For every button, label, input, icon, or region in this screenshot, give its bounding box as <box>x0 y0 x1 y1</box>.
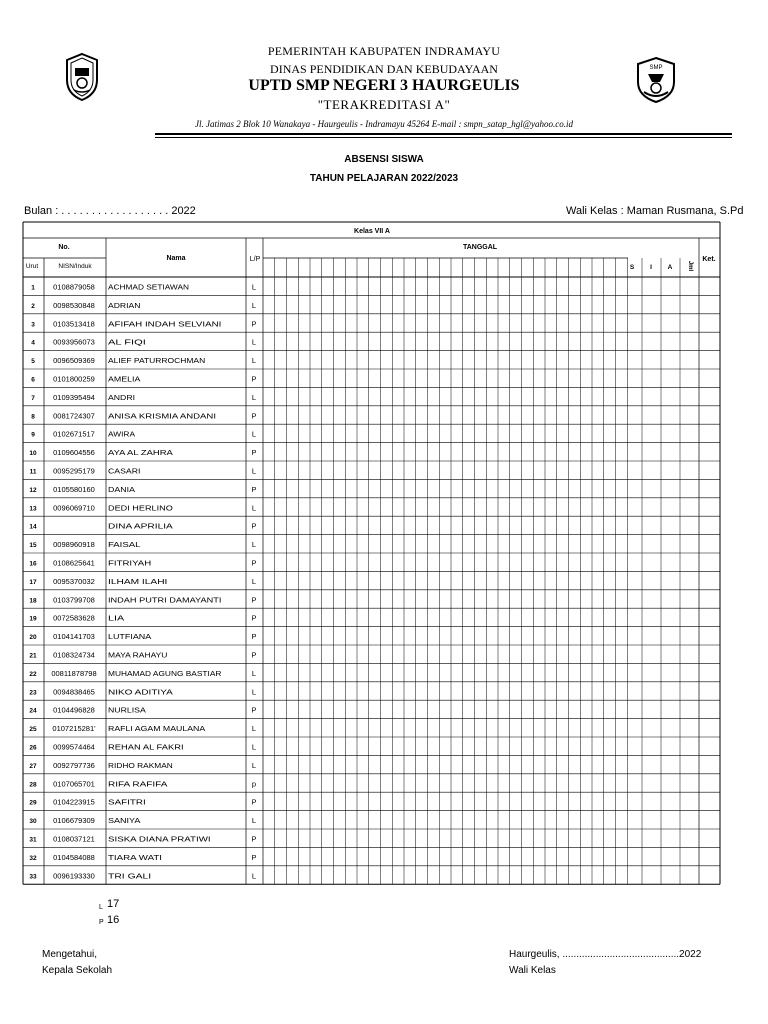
table-row <box>29 816 256 825</box>
row-lp: L <box>251 282 257 292</box>
row-urut: 17 <box>29 578 37 586</box>
row-lp: L <box>251 576 257 586</box>
row-urut: 26 <box>29 744 37 752</box>
table-row <box>29 632 256 641</box>
table-row <box>29 706 256 715</box>
row-urut: 6 <box>31 376 35 384</box>
row-nama: AFIFAH INDAH SELVIANI <box>108 321 222 329</box>
table-row <box>29 522 256 531</box>
row-nisn: 0104584088 <box>53 852 95 862</box>
header-lp: L/P <box>249 256 261 263</box>
row-urut: 10 <box>29 450 37 458</box>
row-nisn: 0094838465 <box>53 687 95 697</box>
row-lp: P <box>251 650 257 660</box>
row-lp: P <box>251 852 257 862</box>
row-nisn: 0107215281' <box>52 724 96 734</box>
table-row <box>29 559 256 568</box>
table-row <box>29 448 256 457</box>
row-urut: 16 <box>29 560 37 568</box>
table-body <box>29 283 256 881</box>
row-nama: SANIYA <box>108 818 141 826</box>
male-label: L <box>99 904 103 911</box>
row-urut: 33 <box>29 873 37 881</box>
row-urut: 24 <box>29 707 37 715</box>
row-nama: FITRIYAH <box>108 560 152 568</box>
row-nisn: 0099574464 <box>53 742 95 752</box>
row-urut: 3 <box>31 321 35 329</box>
government-name: PEMERINTAH KABUPATEN INDRAMAYU <box>267 44 501 58</box>
table-row <box>31 430 256 439</box>
row-urut: 13 <box>29 505 37 513</box>
row-lp: P <box>251 558 257 568</box>
row-nisn: 0081724307 <box>53 411 95 421</box>
row-nama: TIARA WATI <box>108 854 163 862</box>
row-nisn: 0108879058 <box>53 282 95 292</box>
header-urut: Urut <box>25 263 39 270</box>
row-nama: DEDI HERLINO <box>108 505 174 513</box>
row-nama: FAISAL <box>108 542 141 550</box>
month-field: Bulan : . . . . . . . . . . . . . . . . . . 2022 <box>24 205 196 217</box>
row-nama: AL FIQI <box>108 339 146 347</box>
table-row <box>29 669 256 678</box>
row-lp: L <box>251 687 257 697</box>
row-urut: 20 <box>29 634 37 642</box>
row-nisn: 0096069710 <box>53 503 95 513</box>
row-lp: P <box>251 705 257 715</box>
row-nama: NIKO ADITIYA <box>108 689 174 697</box>
table-row <box>29 871 256 880</box>
row-urut: 8 <box>31 413 35 421</box>
row-nama: DANIA <box>108 486 136 494</box>
table-row <box>31 338 256 347</box>
table-row <box>31 283 256 292</box>
header-i: I <box>650 264 652 271</box>
row-nisn: 0092797736 <box>53 760 95 770</box>
row-nisn: 0098960918 <box>53 540 95 550</box>
row-nama: LUTFIANA <box>108 634 152 642</box>
academic-year: TAHUN PELAJARAN 2022/2023 <box>309 173 459 184</box>
row-lp: P <box>251 834 257 844</box>
row-nama: RAFLI AGAM MAULANA <box>108 726 206 734</box>
row-nisn: 0108324734 <box>53 650 95 660</box>
row-urut: 5 <box>31 358 35 366</box>
row-nama: ACHMAD SETIAWAN <box>108 284 189 292</box>
header-s: S <box>629 264 635 271</box>
row-urut: 18 <box>29 597 37 605</box>
row-nama: SISKA DIANA PRATIWI <box>108 836 211 844</box>
row-nisn: 0101800259 <box>53 374 95 384</box>
accreditation: "TERAKREDITASI A" <box>317 97 451 112</box>
row-nama: REHAN AL FAKRI <box>108 744 184 752</box>
table-row <box>29 485 256 494</box>
table-row <box>29 779 256 788</box>
row-lp: L <box>251 429 257 439</box>
school-name: UPTD SMP NEGERI 3 HAURGEULIS <box>248 77 520 94</box>
principal-label: Kepala Sekolah <box>42 965 113 976</box>
table-row <box>30 467 257 476</box>
row-nama: RIDHO RAKMAN <box>108 762 173 770</box>
male-count: 17 <box>107 898 120 910</box>
class-label: Kelas VII A <box>354 228 390 235</box>
row-nama: AYA AL ZAHRA <box>108 450 174 458</box>
header-ket: Ket. <box>702 256 716 263</box>
row-lp: P <box>251 797 257 807</box>
row-lp: P <box>251 521 257 531</box>
row-lp: L <box>251 816 257 826</box>
table-row <box>31 356 256 365</box>
row-nama: SAFITRI <box>108 799 146 807</box>
table-row <box>29 577 256 586</box>
row-nama: ALIEF PATURROCHMAN <box>108 358 206 366</box>
row-lp: L <box>251 466 257 476</box>
table-row <box>29 761 256 770</box>
row-urut: 25 <box>29 726 37 734</box>
table-row <box>29 540 256 549</box>
row-urut: 7 <box>31 394 35 402</box>
row-nisn: 00811878798 <box>51 668 97 678</box>
table-row <box>29 835 256 844</box>
school-address: Jl. Jatimas 2 Blok 10 Wanakaya - Haurgeulis - Indramayu 45264 E-mail : smpn_satap_hgl@yahoo.co.id <box>194 119 574 129</box>
row-nisn: 0105580160 <box>53 484 95 494</box>
row-nisn: 0096193330 <box>53 871 95 881</box>
row-urut: 12 <box>29 486 37 494</box>
table-row <box>29 687 256 696</box>
school-logo-text: SMP <box>649 65 663 71</box>
header-nisn: NISN/Induk <box>58 263 92 270</box>
row-lp: P <box>251 448 257 458</box>
table-row <box>31 411 256 420</box>
row-urut: 29 <box>29 799 37 807</box>
row-urut: 23 <box>29 689 37 697</box>
row-lp: p <box>251 779 257 789</box>
document-title: ABSENSI SISWA <box>344 154 424 165</box>
row-urut: 11 <box>29 468 37 476</box>
row-nisn: 0096509369 <box>53 356 95 366</box>
row-nama: MAYA RAHAYU <box>108 652 168 660</box>
row-lp: L <box>251 760 257 770</box>
row-nisn: 0109395494 <box>53 392 95 402</box>
row-lp: L <box>251 503 257 513</box>
row-lp: P <box>251 595 257 605</box>
table-row <box>29 743 256 752</box>
row-nisn: 0102671517 <box>53 429 95 439</box>
row-urut: 4 <box>31 339 35 347</box>
table-row <box>31 393 256 402</box>
row-urut: 15 <box>29 542 37 550</box>
row-urut: 27 <box>29 762 37 770</box>
row-nisn: 0108625641 <box>53 558 95 568</box>
row-nisn: 0098530848 <box>53 300 95 310</box>
table-row <box>29 503 256 512</box>
female-label: P <box>99 919 104 926</box>
row-nisn: 0106679309 <box>53 816 95 826</box>
header-no: No. <box>58 244 70 251</box>
table-row <box>31 375 256 384</box>
row-nisn: 0095295179 <box>53 466 95 476</box>
row-lp: P <box>251 411 257 421</box>
row-urut: 28 <box>29 781 37 789</box>
table-row <box>29 651 256 660</box>
table-row <box>31 319 256 328</box>
table-header <box>26 228 716 272</box>
acknowledged-label: Mengetahui, <box>42 949 98 960</box>
row-nisn: 0093956073 <box>53 337 95 347</box>
row-nama: CASARI <box>108 468 141 476</box>
row-urut: 30 <box>29 818 37 826</box>
row-nisn: 0095370032 <box>53 576 95 586</box>
row-nisn: 0072583628 <box>53 613 95 623</box>
row-lp: L <box>251 392 257 402</box>
row-lp: L <box>251 724 257 734</box>
homeroom-signature-label: Wali Kelas <box>509 965 556 976</box>
row-urut: 19 <box>29 615 37 623</box>
row-nama: ANDRI <box>108 394 136 402</box>
row-nisn: 0107065701 <box>53 779 95 789</box>
row-nisn: 0104223915 <box>53 797 95 807</box>
row-nisn: 0108037121 <box>53 834 95 844</box>
row-lp: P <box>251 319 257 329</box>
row-lp: L <box>251 337 257 347</box>
row-lp: P <box>251 484 257 494</box>
row-nisn: 0109604556 <box>53 448 95 458</box>
row-urut: 2 <box>31 302 35 310</box>
row-lp: L <box>251 300 257 310</box>
row-urut: 32 <box>29 854 37 862</box>
row-nama: INDAH PUTRI DAMAYANTI <box>108 597 222 605</box>
department-name: DINAS PENDIDIKAN DAN KEBUDAYAAN <box>270 62 498 76</box>
row-lp: L <box>251 871 257 881</box>
header-tanggal: TANGGAL <box>462 244 498 251</box>
row-nama: TRI GALI <box>108 873 152 881</box>
row-lp: L <box>251 668 257 678</box>
table-row <box>29 595 256 604</box>
table-row <box>29 724 256 733</box>
row-lp: P <box>251 632 257 642</box>
row-lp: L <box>251 356 257 366</box>
row-nisn: 0104496828 <box>53 705 95 715</box>
homeroom-teacher: Wali Kelas : Maman Rusmana, S.Pd <box>566 205 744 217</box>
row-urut: 31 <box>29 836 37 844</box>
place-date: Haurgeulis, ..........................................2022 <box>509 949 702 960</box>
row-nama: ANISA KRISMIA ANDANI <box>108 413 217 421</box>
header-a: A <box>667 264 673 271</box>
row-nama: LIA <box>108 615 125 623</box>
row-urut: 14 <box>29 523 37 531</box>
row-urut: 21 <box>29 652 37 660</box>
row-nama: ADRIAN <box>108 302 141 310</box>
row-nisn: 0103799708 <box>53 595 95 605</box>
table-row <box>31 301 256 310</box>
row-urut: 22 <box>29 670 37 678</box>
row-nama: RIFA RAFIFA <box>108 781 168 789</box>
row-lp: P <box>251 613 257 623</box>
row-nama: MUHAMAD AGUNG BASTIAR <box>108 670 222 678</box>
table-row <box>29 798 256 807</box>
row-nama: ILHAM ILAHI <box>108 578 168 586</box>
row-lp: P <box>251 374 257 384</box>
row-nama: DINA APRILIA <box>108 523 174 531</box>
row-nisn: 0104141703 <box>53 632 95 642</box>
row-nama: NURLISA <box>108 707 147 715</box>
table-row <box>29 614 256 623</box>
row-nisn: 0103513418 <box>53 319 95 329</box>
header-nama: Nama <box>166 255 186 262</box>
row-nama: AWIRA <box>108 431 136 439</box>
header-jml: Jml <box>687 260 693 272</box>
row-urut: 9 <box>31 431 35 439</box>
row-nama: AMELIA <box>108 376 141 384</box>
row-urut: 1 <box>31 284 35 292</box>
row-lp: L <box>251 540 257 550</box>
table-row <box>29 853 256 862</box>
female-count: 16 <box>107 914 120 926</box>
row-lp: L <box>251 742 257 752</box>
